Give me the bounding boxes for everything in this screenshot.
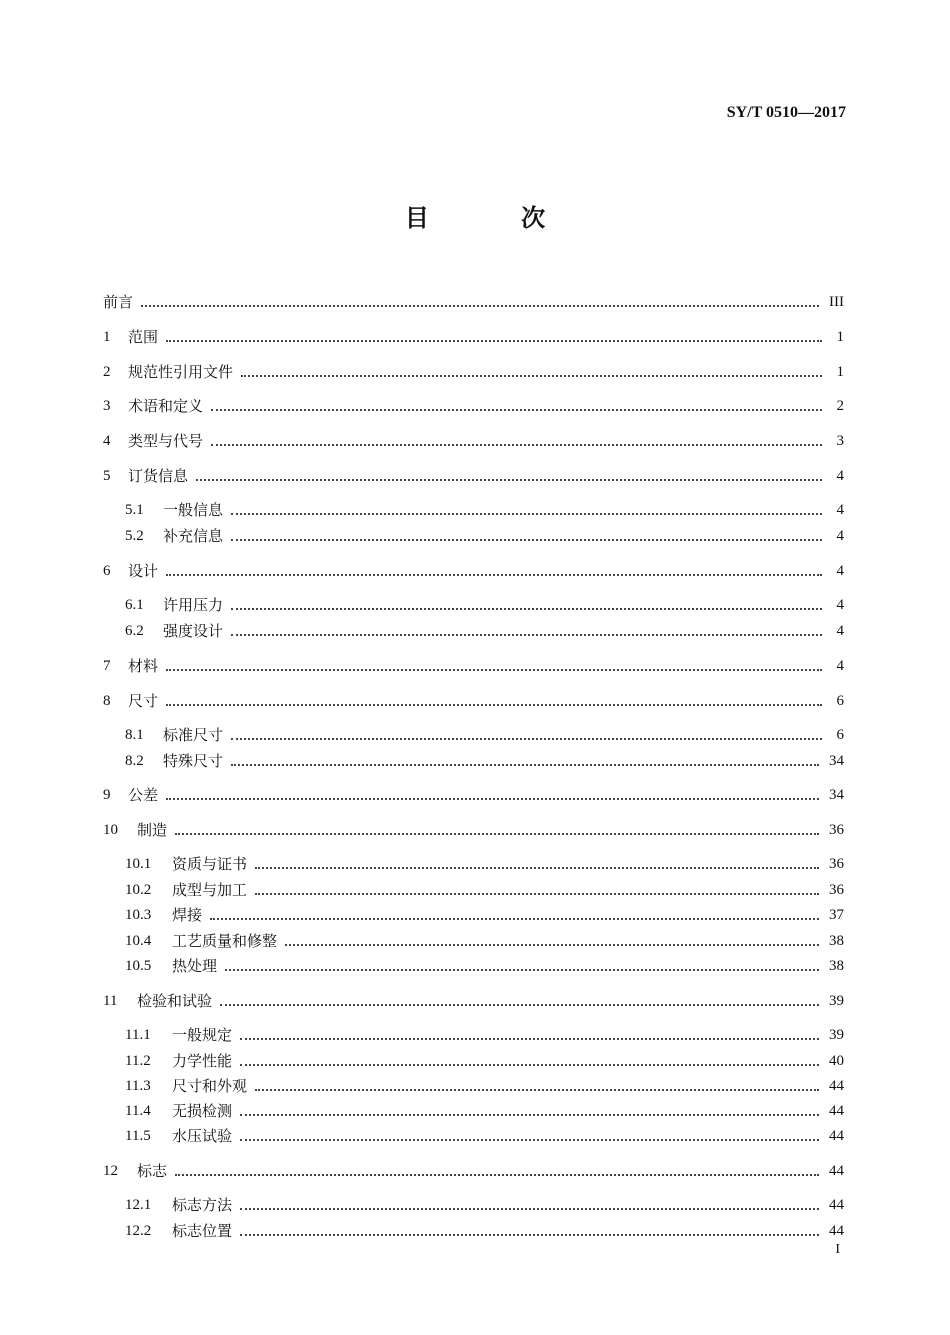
dot-leader [240, 1064, 819, 1066]
dot-leader [211, 409, 822, 411]
toc-entry-number: 5 [103, 468, 111, 484]
dot-leader [240, 1114, 819, 1116]
toc-entry-page: 40 [829, 1053, 844, 1069]
toc-entry-number: 8.1 [125, 727, 144, 743]
toc-entry-label: 尺寸和外观 [172, 1077, 248, 1095]
dot-leader [225, 969, 819, 971]
toc-entry-label: 资质与证书 [172, 855, 248, 873]
standard-code: SY/T 0510—2017 [726, 104, 846, 121]
toc-entry[interactable] [125, 724, 844, 746]
toc-entry-page: 34 [829, 787, 844, 803]
toc-entry[interactable] [125, 499, 844, 521]
toc-entry-page: 1 [836, 329, 844, 345]
toc-entry-label: 力学性能 [172, 1052, 233, 1070]
toc-entry-page: 34 [829, 753, 844, 769]
toc-entry-page: 36 [829, 882, 844, 898]
toc-entry-page: 6 [836, 693, 844, 709]
toc-entry[interactable] [125, 1100, 844, 1122]
toc-entry-page: 39 [829, 993, 844, 1009]
dot-leader [231, 608, 822, 610]
toc-entry-label: 标志 [137, 1162, 168, 1180]
toc-entry-label: 规范性引用文件 [128, 363, 234, 381]
toc-entry-number: 10.1 [125, 856, 152, 872]
dot-leader [231, 738, 822, 740]
toc-entry[interactable] [103, 465, 844, 487]
toc-entry-page: 38 [829, 933, 844, 949]
toc-entry-number: 7 [103, 658, 111, 674]
toc-entry-label: 焊接 [172, 906, 203, 924]
toc-entry[interactable] [103, 430, 844, 452]
toc-entry-number: 5.1 [125, 502, 144, 518]
toc-entry-label: 制造 [137, 821, 168, 839]
toc-entry-page: 4 [836, 623, 844, 639]
toc-entry-page: 4 [836, 502, 844, 518]
toc-entry[interactable] [103, 1160, 844, 1182]
toc-entry[interactable] [125, 1050, 844, 1072]
toc-entry-page: 36 [829, 856, 844, 872]
toc-entry-number: 10.2 [125, 882, 152, 898]
dot-leader [210, 918, 819, 920]
toc-entry-label: 术语和定义 [128, 397, 204, 415]
toc-entry-number: 10 [103, 822, 118, 838]
toc-entry-number: 11.1 [125, 1027, 151, 1043]
dot-leader [231, 634, 822, 636]
toc-entry[interactable] [103, 395, 844, 417]
toc-entry-page: 4 [836, 658, 844, 674]
toc-entry-page: 4 [836, 468, 844, 484]
toc-entry-label: 类型与代号 [128, 432, 204, 450]
toc-entry[interactable] [103, 361, 844, 383]
toc-entry[interactable] [125, 750, 844, 772]
toc-entry[interactable] [125, 955, 844, 977]
toc-entry-label: 无损检测 [172, 1102, 233, 1120]
toc-entry-number: 1 [103, 329, 111, 345]
toc-entry-label: 一般信息 [163, 501, 224, 519]
toc-entry-page: 44 [829, 1128, 844, 1144]
toc-entry[interactable] [103, 326, 844, 348]
toc-entry[interactable] [125, 904, 844, 926]
toc-entry-number: 6.1 [125, 597, 144, 613]
toc-entry-label: 许用压力 [163, 596, 224, 614]
toc-entry-page: 4 [836, 563, 844, 579]
dot-leader [175, 1174, 819, 1176]
toc-entry-label: 订货信息 [128, 467, 189, 485]
toc-entry-page: 44 [829, 1078, 844, 1094]
toc-entry-number: 11.5 [125, 1128, 151, 1144]
toc-entry-number: 11 [103, 993, 118, 1009]
toc-entry[interactable] [125, 620, 844, 642]
dot-leader [166, 574, 822, 576]
toc-entry-number: 6 [103, 563, 111, 579]
toc-entry-number: 8 [103, 693, 111, 709]
dot-leader [166, 340, 822, 342]
toc-entry-number: 6.2 [125, 623, 144, 639]
toc-entry-number: 8.2 [125, 753, 144, 769]
dot-leader [166, 798, 819, 800]
page-number: I [835, 1242, 840, 1257]
toc-entry-label: 水压试验 [172, 1127, 233, 1145]
toc-entry-label: 材料 [128, 657, 159, 675]
dot-leader [240, 1038, 819, 1040]
toc-entry-number: 3 [103, 398, 111, 414]
toc-entry-number: 11.3 [125, 1078, 151, 1094]
toc-entry-label: 一般规定 [172, 1026, 233, 1044]
toc-entry-page: 3 [836, 433, 844, 449]
dot-leader [240, 1139, 819, 1141]
toc-entry-number: 4 [103, 433, 111, 449]
dot-leader [211, 444, 822, 446]
toc-entry-label: 补充信息 [163, 527, 224, 545]
dot-leader [255, 1089, 819, 1091]
toc-entry-page: 44 [829, 1163, 844, 1179]
dot-leader [141, 305, 819, 307]
toc-entry-label: 特殊尺寸 [163, 752, 224, 770]
toc-entry-label: 成型与加工 [172, 881, 248, 899]
toc-entry-page: 4 [836, 597, 844, 613]
toc-entry-page: 6 [836, 727, 844, 743]
toc-entry-page: 39 [829, 1027, 844, 1043]
toc-entry-number: 10.3 [125, 907, 152, 923]
toc-entry[interactable] [103, 655, 844, 677]
dot-leader [231, 539, 822, 541]
toc-entry[interactable] [125, 879, 844, 901]
toc-entry[interactable] [125, 1194, 844, 1216]
toc-entry-label: 检验和试验 [137, 992, 213, 1010]
dot-leader [220, 1004, 819, 1006]
dot-leader [175, 833, 819, 835]
toc-entry-page: 2 [836, 398, 844, 414]
toc-entry-number: 5.2 [125, 528, 144, 544]
toc-entry-page: 44 [829, 1223, 844, 1239]
toc-entry-label: 公差 [128, 786, 159, 804]
toc-entry-label: 强度设计 [163, 622, 224, 640]
page-title: 目 次 [404, 204, 588, 232]
dot-leader [231, 513, 822, 515]
toc-entry-label: 设计 [128, 562, 159, 580]
toc-entry-number: 12 [103, 1163, 118, 1179]
dot-leader [166, 669, 822, 671]
toc-entry[interactable] [125, 930, 844, 952]
toc-entry[interactable] [125, 853, 844, 875]
dot-leader [255, 893, 819, 895]
toc-entry-page: 38 [829, 958, 844, 974]
toc-entry-page: 36 [829, 822, 844, 838]
dot-leader [240, 1208, 819, 1210]
toc-entry-label: 热处理 [172, 957, 218, 975]
toc-entry-label: 标志方法 [172, 1196, 233, 1214]
toc-entry-number: 11.2 [125, 1053, 151, 1069]
toc-entry[interactable] [125, 1220, 844, 1242]
dot-leader [285, 944, 819, 946]
toc-entry-number: 12.2 [125, 1223, 152, 1239]
toc-entry-number: 2 [103, 364, 111, 380]
toc-entry-page: III [829, 294, 844, 310]
toc-entry[interactable] [125, 1125, 844, 1147]
toc-entry-number: 9 [103, 787, 111, 803]
toc-entry-page: 44 [829, 1103, 844, 1119]
toc-entry-label: 工艺质量和修整 [172, 932, 278, 950]
dot-leader [255, 867, 819, 869]
toc-entry-label: 范围 [128, 328, 159, 346]
toc-entry[interactable] [125, 594, 844, 616]
toc-entry[interactable] [103, 690, 844, 712]
toc-entry-page: 37 [829, 907, 844, 923]
dot-leader [166, 704, 822, 706]
toc-entry[interactable] [103, 291, 844, 313]
toc-entry-number: 10.4 [125, 933, 152, 949]
dot-leader [196, 479, 822, 481]
toc-entry-page: 1 [836, 364, 844, 380]
toc-entry[interactable] [103, 560, 844, 582]
dot-leader [240, 1234, 819, 1236]
toc-entry-page: 44 [829, 1197, 844, 1213]
dot-leader [241, 375, 822, 377]
toc-entry-page: 4 [836, 528, 844, 544]
dot-leader [231, 764, 819, 766]
toc-entry-label: 前言 [103, 293, 134, 311]
toc-entry-label: 标志位置 [172, 1222, 233, 1240]
toc-entry[interactable] [103, 819, 844, 841]
toc-entry-number: 11.4 [125, 1103, 151, 1119]
toc-entry-label: 标准尺寸 [163, 726, 224, 744]
toc-entry-number: 12.1 [125, 1197, 152, 1213]
toc-entry[interactable] [125, 1075, 844, 1097]
toc-entry[interactable] [103, 990, 844, 1012]
toc-entry[interactable] [103, 784, 844, 806]
toc-entry-number: 10.5 [125, 958, 152, 974]
toc-entry-label: 尺寸 [128, 692, 159, 710]
toc-entry[interactable] [125, 1024, 844, 1046]
toc-entry[interactable] [125, 525, 844, 547]
